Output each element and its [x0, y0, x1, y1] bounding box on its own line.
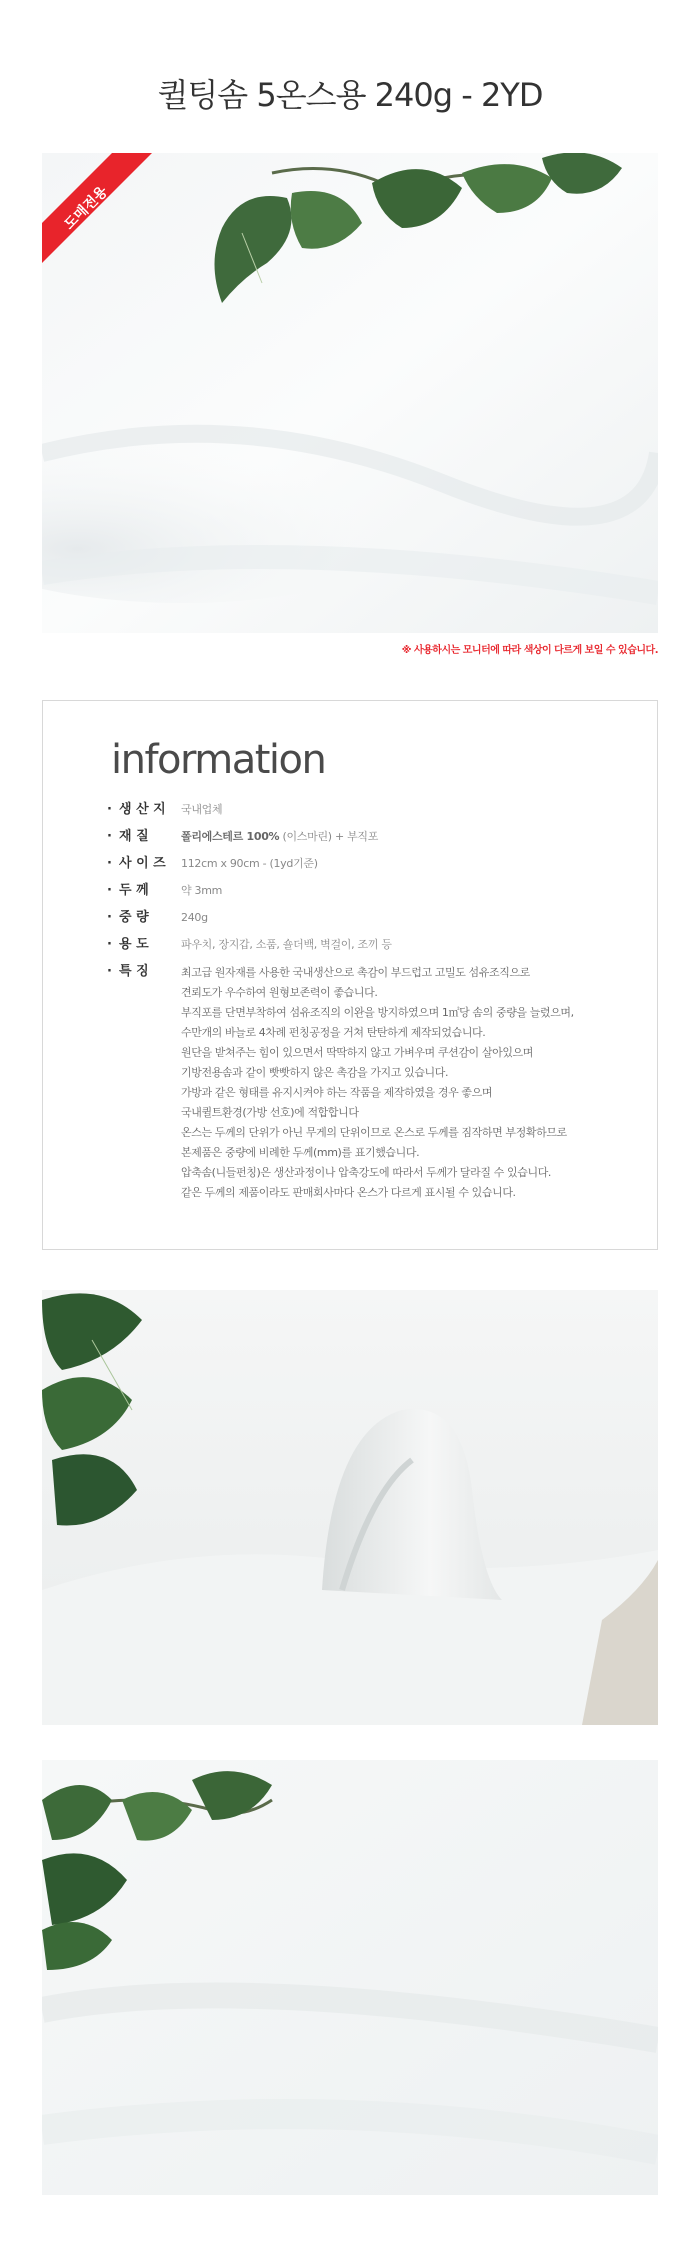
desc-line: 원단을 받쳐주는 힘이 있으면서 딱딱하지 않고 가벼우며 쿠션감이 살아있으며	[181, 1046, 534, 1059]
desc-line: 부직포를 단면부착하여 섬유조직의 이완을 방지하였으며 1㎡당 솜의 중량을 늘렸으며,	[181, 1006, 574, 1019]
desc-line: 국내퀼트환경(가방 선호)에 적합합니다	[181, 1106, 359, 1119]
desc-line: 압축솜(니들펀칭)은 생산과정이나 압축강도에 따라서 두께가 달라질 수 있습니다.	[181, 1166, 552, 1179]
product-photo-detail	[42, 1760, 658, 2195]
spec-row-weight	[107, 909, 647, 927]
product-photo-roll	[42, 1290, 658, 1725]
feature-description	[181, 963, 647, 1203]
spec-row-features	[107, 963, 647, 1203]
spec-value: 국내업체	[181, 803, 223, 816]
bullet: ·	[107, 883, 112, 898]
color-notice: ※ 사용하시는 모니터에 따라 색상이 다르게 보일 수 있습니다.	[401, 645, 658, 656]
badge-label: 도매전용	[61, 183, 111, 233]
bullet: ·	[107, 937, 112, 952]
bullet: ·	[107, 964, 112, 979]
spec-label: 사 이 즈	[119, 856, 166, 871]
bullet: ·	[107, 910, 112, 925]
desc-line: 견뢰도가 우수하여 원형보존력이 좋습니다.	[181, 986, 378, 999]
product-photo-main	[42, 153, 658, 633]
spec-row-origin	[107, 801, 647, 819]
spec-row-size	[107, 855, 647, 873]
desc-line: 수만개의 바늘로 4차례 펀칭공정을 거쳐 탄탄하게 제작되었습니다.	[181, 1026, 486, 1039]
info-panel	[42, 700, 658, 1250]
spec-value-rest: (이스마린) + 부직포	[279, 830, 379, 843]
spec-label: 특 징	[119, 964, 149, 979]
info-heading: information	[111, 737, 326, 783]
spec-value: 약 3mm	[181, 884, 223, 897]
spec-list	[107, 801, 647, 1212]
spec-value: 240g	[181, 911, 208, 924]
spec-value-bold: 폴리에스테르 100%	[181, 830, 280, 843]
spec-row-thickness	[107, 882, 647, 900]
spec-label: 용 도	[119, 937, 149, 952]
spec-label: 중 량	[119, 910, 149, 925]
desc-line: 가방과 같은 형태를 유지시켜야 하는 작품을 제작하였을 경우 좋으며	[181, 1086, 493, 1099]
spec-row-material	[107, 828, 647, 846]
spec-row-usage	[107, 936, 647, 954]
spec-value	[181, 828, 647, 846]
desc-line: 최고급 원자재를 사용한 국내생산으로 촉감이 부드럽고 고밀도 섬유조직으로	[181, 966, 530, 979]
bullet: ·	[107, 802, 112, 817]
bullet: ·	[107, 856, 112, 871]
spec-value: 112cm x 90cm - (1yd기준)	[181, 857, 318, 870]
desc-line: 온스는 두께의 단위가 아닌 무게의 단위이므로 온스로 두께를 짐작하면 부정확하므로	[181, 1126, 567, 1139]
desc-line: 본제품은 중량에 비례한 두께(mm)를 표기했습니다.	[181, 1146, 420, 1159]
bullet: ·	[107, 829, 112, 844]
desc-line: 기방전용솜과 같이 빳빳하지 않은 촉감을 가지고 있습니다.	[181, 1066, 449, 1079]
spec-value: 파우치, 장지갑, 소품, 숄더백, 벽걸이, 조끼 등	[181, 938, 392, 951]
spec-label: 생 산 지	[119, 802, 166, 817]
spec-label: 두 께	[119, 883, 149, 898]
spec-label: 재 질	[119, 829, 149, 844]
page-title: 퀼팅솜 5온스용 240g - 2YD	[157, 76, 543, 114]
desc-line: 같은 두께의 제품이라도 판매회사마다 온스가 다르게 표시될 수 있습니다.	[181, 1186, 516, 1199]
